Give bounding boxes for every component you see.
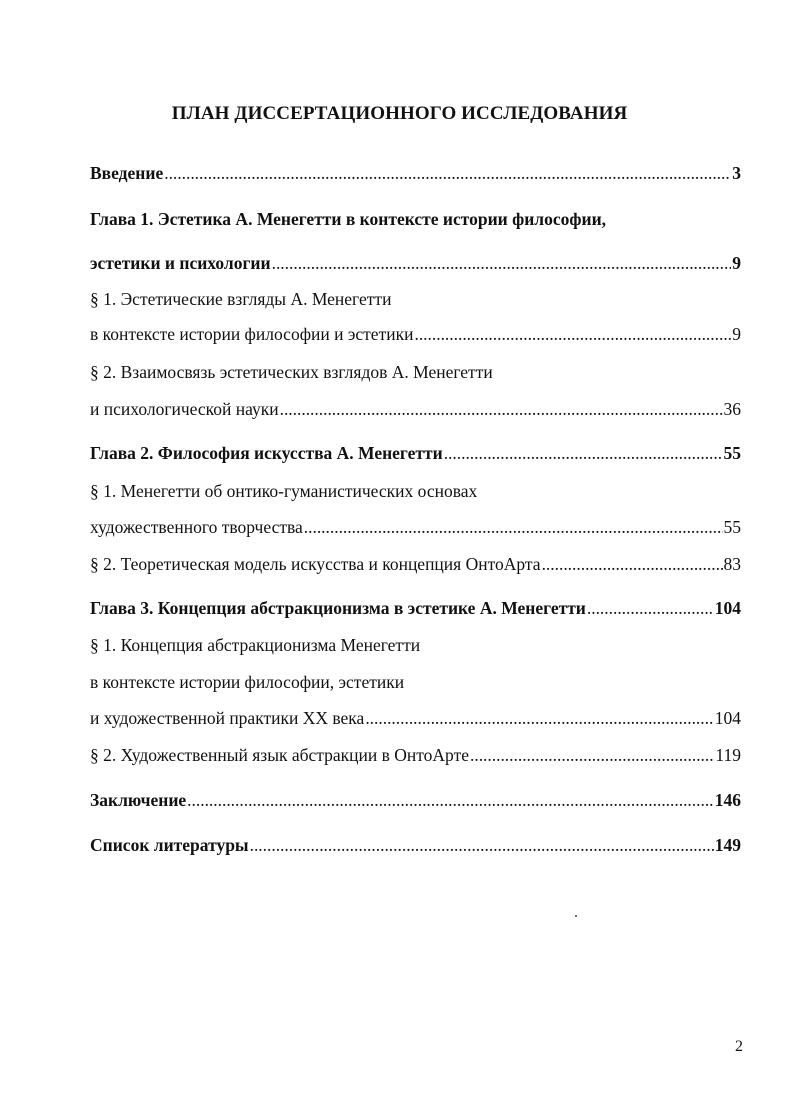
page-title: ПЛАН ДИССЕРТАЦИОННОГО ИССЛЕДОВАНИЯ	[171, 103, 628, 124]
toc-entry-section-3-2[interactable]	[90, 744, 741, 766]
dot-leader	[470, 744, 714, 766]
toc-page-number: 55	[723, 517, 741, 537]
toc-entry-text: и художественной практики XX века	[90, 708, 365, 728]
toc-page-number: 9	[732, 324, 741, 344]
toc-entry-text: § 1. Эстетические взгляды А. Менегетти	[90, 289, 392, 309]
toc-page-number: 104	[714, 598, 741, 618]
toc-entry-section-3-1-line-3[interactable]	[90, 707, 741, 729]
toc-entry-text: в контексте истории философии и эстетики	[90, 324, 414, 344]
toc-entry-chapter-1-line-2[interactable]	[90, 252, 741, 274]
toc-entry-section-2-1-line-1[interactable]	[90, 480, 741, 502]
toc-page-number: 55	[723, 443, 741, 463]
toc-entry-section-3-1-line-2[interactable]	[90, 671, 741, 693]
scan-speck	[575, 915, 577, 917]
toc-entry-section-1-1-line-2[interactable]	[90, 323, 741, 345]
toc-entry-text: Список литературы	[90, 835, 249, 855]
toc-entry-text: § 2. Художественный язык абстракции в ОнтоАрте	[90, 745, 469, 765]
dot-leader	[542, 553, 723, 575]
toc-entry-text: § 1. Менегетти об онтико-гуманистических основах	[90, 481, 478, 501]
toc-entry-text: § 2. Взаимосвязь эстетических взглядов А. Менегетти	[90, 362, 493, 382]
toc-entry-text: Глава 2. Философия искусства А. Менегетти	[90, 443, 443, 463]
toc-page-number: 149	[714, 835, 741, 855]
toc-entry-text: § 2. Теоретическая модель искусства и концепция ОнтоАрта	[90, 554, 541, 574]
toc-entry-text: Введение	[90, 163, 164, 183]
toc-page-number: 3	[732, 163, 741, 183]
toc-entry-section-2-2[interactable]	[90, 553, 741, 575]
toc-entry-text: и психологической науки	[90, 399, 279, 419]
toc-entry-chapter-3[interactable]	[90, 597, 741, 619]
toc-entry-text: Глава 3. Концепция абстракционизма в эстетике А. Менегетти	[90, 598, 586, 618]
toc-page-number: 83	[723, 554, 741, 574]
dot-leader	[414, 323, 731, 345]
toc-entry-introduction[interactable]	[90, 162, 741, 184]
toc-entry-section-3-1-line-1[interactable]	[90, 634, 741, 656]
toc-entry-chapter-2[interactable]	[90, 442, 741, 464]
dot-leader	[587, 597, 714, 619]
toc-entry-conclusion[interactable]	[90, 789, 741, 811]
toc-page-number: 36	[723, 399, 741, 419]
toc-page-number: 9	[732, 253, 741, 273]
toc-entry-text: в контексте истории философии, эстетики	[90, 672, 405, 692]
toc-entry-text: Заключение	[90, 790, 187, 810]
dot-leader	[187, 789, 714, 811]
toc-page-number: 146	[714, 790, 741, 810]
dot-leader	[272, 252, 732, 274]
toc-entry-text: художественного творчества	[90, 517, 303, 537]
dot-leader	[304, 516, 723, 538]
toc-entry-text: эстетики и психологии	[90, 253, 271, 273]
toc-entry-text: § 1. Концепция абстракционизма Менегетти	[90, 635, 421, 655]
page-number: 2	[735, 1038, 743, 1055]
dot-leader	[444, 442, 723, 464]
toc-entry-section-1-2-line-2[interactable]	[90, 398, 741, 420]
toc-entry-references[interactable]	[90, 834, 741, 856]
toc-entry-chapter-1-line-1[interactable]	[90, 208, 741, 230]
toc-entry-section-2-1-line-2[interactable]	[90, 516, 741, 538]
dot-leader	[164, 162, 731, 184]
toc-entry-section-1-2-line-1[interactable]	[90, 361, 741, 383]
dot-leader	[280, 398, 723, 420]
toc-entry-text: Глава 1. Эстетика А. Менегетти в контексте истории философии,	[90, 209, 607, 229]
dot-leader	[250, 834, 714, 856]
dot-leader	[365, 707, 713, 729]
toc-page-number: 104	[714, 708, 741, 728]
toc-page-number: 119	[715, 745, 741, 765]
toc-entry-section-1-1-line-1[interactable]	[90, 288, 741, 310]
